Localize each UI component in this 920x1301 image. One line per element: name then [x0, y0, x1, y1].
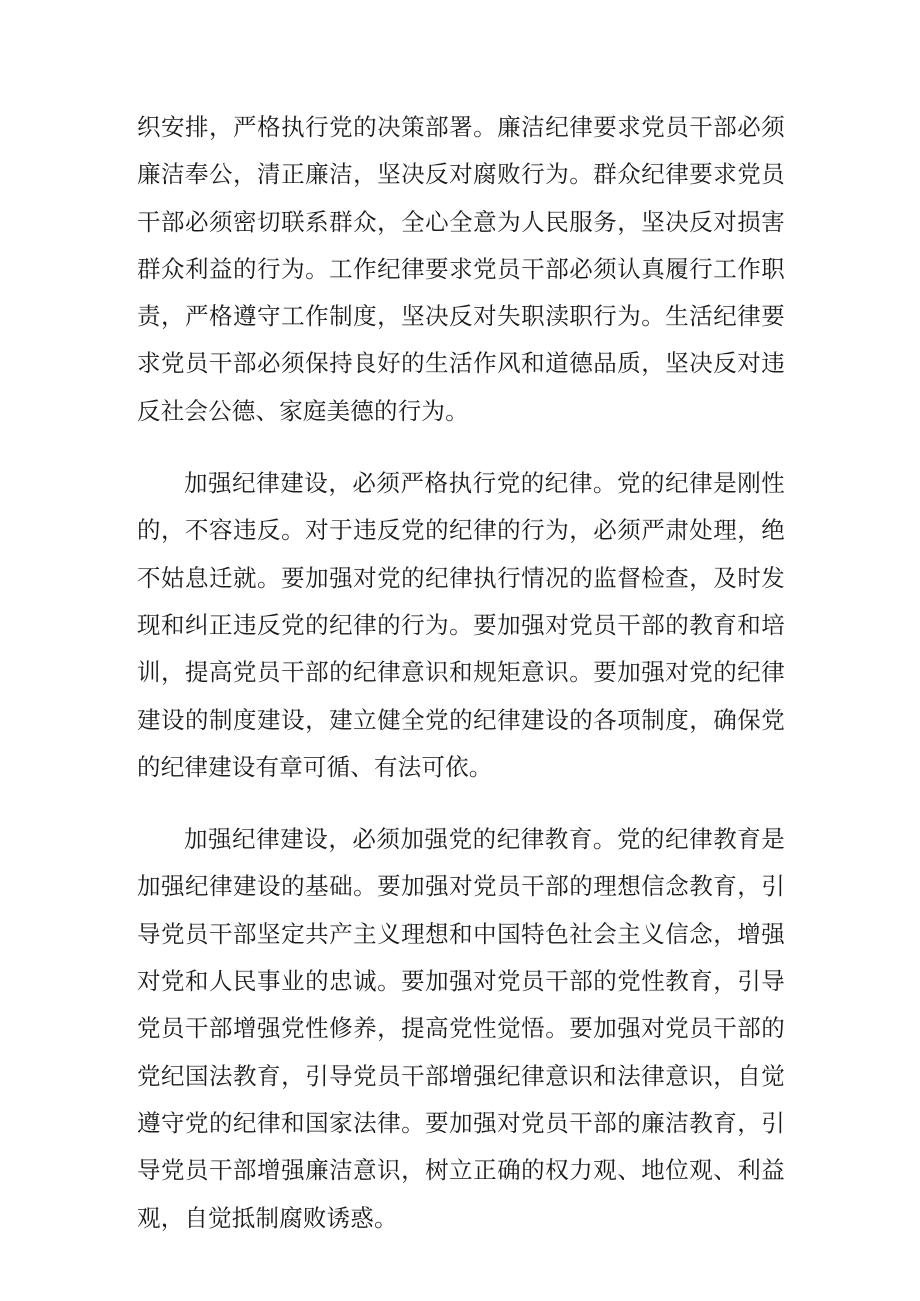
- paragraph-continued: 织安排，严格执行党的决策部署。廉洁纪律要求党员干部必须廉洁奉公，清正廉洁，坚决反对腐败行为。群众纪律要求党员干部必须密切联系群众，全心全意为人民服务，坚决反对损害群众利益的行为。工作纪律要求党员干部必须认真履行工作职责，严格遵守工作制度，坚决反对失职渎职行为。生活纪律要求党员干部必须保持良好的生活作风和道德品质，坚决反对违反社会公德、家庭美德的行为。: [137, 113, 785, 425]
- document-body: [137, 104, 785, 1267]
- paragraph-enforce-discipline: 加强纪律建设，必须严格执行党的纪律。党的纪律是刚性的，不容违反。对于违反党的纪律的行为，必须严肃处理，绝不姑息迁就。要加强对党的纪律执行情况的监督检查，及时发现和纠正违反党的纪律的行为。要加强对党员干部的教育和培训，提高党员干部的纪律意识和规矩意识。要加强对党的纪律建设的制度建设，建立健全党的纪律建设的各项制度，确保党的纪律建设有章可循、有法可依。: [137, 469, 785, 781]
- paragraph-discipline-education: 加强纪律建设，必须加强党的纪律教育。党的纪律教育是加强纪律建设的基础。要加强对党员干部的理想信念教育，引导党员干部坚定共产主义理想和中国特色社会主义信念，增强对党和人民事业的忠诚。要加强对党员干部的党性教育，引导党员干部增强党性修养，提高党性觉悟。要加强对党员干部的党纪国法教育，引导党员干部增强纪律意识和法律意识，自觉遵守党的纪律和国家法律。要加强对党员干部的廉洁教育，引导党员干部增强廉洁意识，树立正确的权力观、地位观、利益观，自觉抵制腐败诱惑。: [137, 825, 785, 1232]
